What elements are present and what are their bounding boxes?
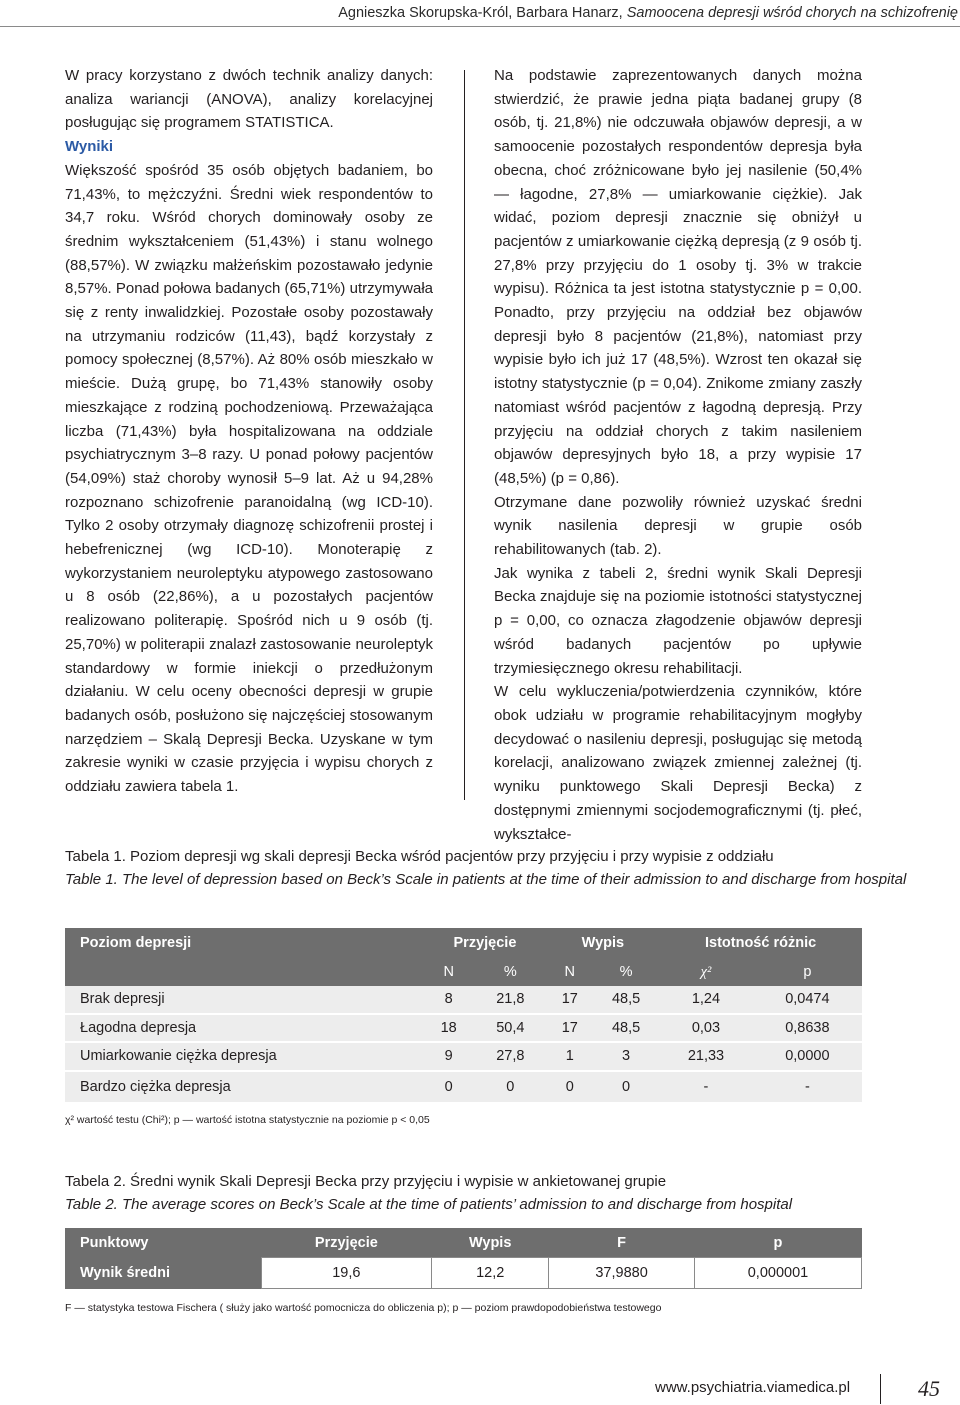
paragraph: Większość spośród 35 osób objętych badaniem, bo 71,43%, to mężczyźni. Średni wiek respondentów to 34,7 roku. Wśród chorych dominowały osoby ze średnim wykształceniem (51,43%) i stanu wolnego (88,57%). W związku małżeńskim pozostawało jedynie 8,57%. Ponad połowa badanych (65,71%) utrzymywała się z renty inwalidzkiej. Pozostałe osoby pozostawały na utrzymaniu rodziców (11,43), bądź korzystały z pomocy społecznej (8,57%). Aż 80% osób mieszkało w mieście. Dużą grupę, bo 71,43% stanowiły osoby mieszkające z rodziną pochodzeniową. Przeważająca liczba (71,43%) była hospitalizowana na oddziale psychiatrycznym 3–8 razy. U ponad połowy pacjentów (54,09%) staż choroby wynosił 5–9 lat. Aż u 94,28% rozpoznano schizofrenie paranoidalną (wg ICD-10). Tylko 2 osoby otrzymały diagnozę schizofrenii prostej i hebefrenicznej (wg ICD-10). Monoterapię z wykorzystaniem neuroleptyku atypowego zastosowano u 8 osób (22,86%), a u pozostałych pacjentów realizowano politerapię. Spośród nich u 9 osób (tj. 25,70%) w politerapii znalazł zastosowanie neuroleptyk standardowy w formie iniekcji o przedłużonym działaniu. W celu oceny obecności depresji w grupie badanych osób, posłużono się najczęściej stosowanym narzędziem – Skalą Depresji Becka. Uzyskane w tym zakresie wyniki w czasie przyjęcia i wypisu chorych z oddziału zawiera tabela 1. bbox=[65, 161, 433, 796]
table-cell: Łagodna depresja bbox=[65, 1014, 423, 1043]
table-cell: 17 bbox=[547, 986, 593, 1014]
table-cell: - bbox=[659, 1071, 753, 1103]
table1-subheader: N bbox=[423, 958, 474, 986]
table-cell: 48,5 bbox=[593, 986, 659, 1014]
table-cell: 9 bbox=[423, 1042, 474, 1071]
table-cell: 0,0474 bbox=[753, 986, 862, 1014]
table-cell: Brak depresji bbox=[65, 986, 423, 1014]
table1-subheader-chi: χ² bbox=[659, 958, 753, 986]
header-authors: Agnieszka Skorupska-Król, Barbara Hanarz, bbox=[338, 5, 623, 21]
table-cell: 0 bbox=[593, 1071, 659, 1103]
left-column bbox=[65, 64, 433, 799]
running-header bbox=[0, 0, 960, 27]
table-cell: 0 bbox=[474, 1071, 547, 1103]
table2-header: F bbox=[549, 1228, 695, 1258]
table1-subheader-empty bbox=[65, 958, 423, 986]
table2 bbox=[65, 1228, 862, 1289]
table-cell: 1 bbox=[547, 1042, 593, 1071]
table1-header-significance: Istotność różnic bbox=[659, 928, 862, 958]
table-cell: 1,24 bbox=[659, 986, 753, 1014]
table1-header-level: Poziom depresji bbox=[65, 928, 423, 958]
table1 bbox=[65, 928, 862, 1104]
table-cell: 8 bbox=[423, 986, 474, 1014]
table-cell: 19,6 bbox=[261, 1258, 432, 1289]
table2-header: p bbox=[694, 1228, 861, 1258]
table-cell: 0 bbox=[547, 1071, 593, 1103]
table1-caption bbox=[65, 845, 906, 891]
table2-caption bbox=[65, 1170, 792, 1216]
table-cell: - bbox=[753, 1071, 862, 1103]
table1-caption-pl: Tabela 1. Poziom depresji wg skali depresji Becka wśród pacjentów przy przyjęciu i przy wypisie z oddziału bbox=[65, 848, 774, 865]
table-cell: 21,33 bbox=[659, 1042, 753, 1071]
table2-caption-en: Table 2. The average scores on Beck’s Scale at the time of patients’ admission to and discharge from hospital bbox=[65, 1196, 793, 1213]
table2-footnote: F — statystyka testowa Fischera ( służy jako wartość pomocnicza do obliczenia p); p — poziom prawdopodobieństwa testowego bbox=[65, 1302, 662, 1314]
table-cell: 27,8 bbox=[474, 1042, 547, 1071]
table-cell: Umiarkowanie ciężka depresja bbox=[65, 1042, 423, 1071]
table2-row-label: Wynik średni bbox=[65, 1258, 261, 1289]
paragraph: W pracy korzystano z dwóch technik analizy danych: analiza wariancji (ANOVA), analizy korelacyjnej posługując się programem STATISTICA. bbox=[65, 67, 433, 132]
table-cell: 0,03 bbox=[659, 1014, 753, 1043]
table-cell: 37,9880 bbox=[549, 1258, 695, 1289]
table2-header: Wypis bbox=[432, 1228, 549, 1258]
table-cell: 0,8638 bbox=[753, 1014, 862, 1043]
footer-divider bbox=[880, 1374, 881, 1404]
paragraph: Na podstawie zaprezentowanych danych można stwierdzić, że prawie jedna piąta badanej grupy (8 osób, tj. 21,8%) nie odczuwała objawów depresji, a w samoocenie pozostałych respondentów depresja była obecna, choć zróżnicowane było jej nasilenie (50,4% — łagodne, 27,8% — umiarkowanie ciężkie). Jak widać, poziom depresji znacznie się obniżył u pacjentów z umiarkowanie ciężką depresją (z 9 osób tj. 27,8% przy przyjęciu do 1 osoby tj. 3% w trakcie wypisu). Różnica ta jest istotna statystycznie p = 0,00. Ponadto, przy przyjęciu na oddział bez objawów depresji było 8 pacjentów (21,8%), natomiast przy wypisie było ich już 17 (48,5%). Wzrost ten okazał się istotny statystycznie (p = 0,04). Znikome zmiany zaszły natomiast wśród pacjentów z łagodną depresją. Przy przyjęciu na oddział chorych z takim nasileniem objawów depresyjnych było 18, a przy wypisie 17 (48,5%) (p = 0,86). bbox=[494, 67, 862, 487]
table-cell: 17 bbox=[547, 1014, 593, 1043]
table-row bbox=[65, 1042, 862, 1071]
table-cell: Bardzo ciężka depresja bbox=[65, 1071, 423, 1103]
table1-subheader: N bbox=[547, 958, 593, 986]
table-cell: 50,4 bbox=[474, 1014, 547, 1043]
table2-caption-pl: Tabela 2. Średni wynik Skali Depresji Becka przy przyjęciu i wypisie w ankietowanej grupie bbox=[65, 1173, 667, 1190]
table-cell: 21,8 bbox=[474, 986, 547, 1014]
table-row bbox=[65, 1071, 862, 1103]
table-cell: 0,000001 bbox=[694, 1258, 861, 1289]
table-cell: 12,2 bbox=[432, 1258, 549, 1289]
footer-url: www.psychiatria.viamedica.pl bbox=[655, 1379, 851, 1396]
table2-header: Przyjęcie bbox=[261, 1228, 432, 1258]
table1-footnote: χ² wartość testu (Chi²); p — wartość istotna statystycznie na poziomie p < 0,05 bbox=[65, 1114, 430, 1126]
table1-subheader: p bbox=[753, 958, 862, 986]
table1-caption-en: Table 1. The level of depression based on Beck’s Scale in patients at the time of their admission to and discharge from hospital bbox=[65, 871, 907, 888]
table2-header: Punktowy bbox=[65, 1228, 261, 1258]
right-column bbox=[494, 64, 862, 846]
page-number: 45 bbox=[918, 1376, 940, 1401]
paragraph: Jak wynika z tabeli 2, średni wynik Skali Depresji Becka znajduje się na poziomie istotności statystycznej p = 0,00, co oznacza złagodzenie objawów depresji wśród badanych pacjentów po upływie trzymiesięcznego okresu rehabilitacji. bbox=[494, 564, 862, 677]
table-row bbox=[65, 1014, 862, 1043]
table-cell: 3 bbox=[593, 1042, 659, 1071]
table-row bbox=[65, 986, 862, 1014]
table-cell: 48,5 bbox=[593, 1014, 659, 1043]
column-divider bbox=[464, 70, 465, 800]
table-cell: 0,0000 bbox=[753, 1042, 862, 1071]
paragraph: W celu wykluczenia/potwierdzenia czynników, które obok udziału w programie rehabilitacyjnym mogłyby decydować o nasileniu depresji, posługując się metodą korelacji, analizowano związek zmiennej zależnej (tj. wyniku punktowego Skali Depresji Becka) z dostępnymi zmiennymi socjodemograficznymi (tj. płeć, wykształce- bbox=[494, 683, 862, 843]
table-row bbox=[65, 1258, 862, 1289]
section-heading: Wyniki bbox=[65, 138, 114, 156]
table1-subheader: % bbox=[593, 958, 659, 986]
header-text bbox=[338, 5, 958, 21]
table1-header-discharge: Wypis bbox=[547, 928, 660, 958]
paragraph: Otrzymane dane pozwoliły również uzyskać średni wynik nasilenia depresji w grupie osób rehabilitowanych (tab. 2). bbox=[494, 493, 862, 559]
table-cell: 18 bbox=[423, 1014, 474, 1043]
table1-subheader: % bbox=[474, 958, 547, 986]
header-title: Samoocena depresji wśród chorych na schizofrenię bbox=[626, 5, 958, 21]
table-cell: 0 bbox=[423, 1071, 474, 1103]
table1-header-admission: Przyjęcie bbox=[423, 928, 546, 958]
